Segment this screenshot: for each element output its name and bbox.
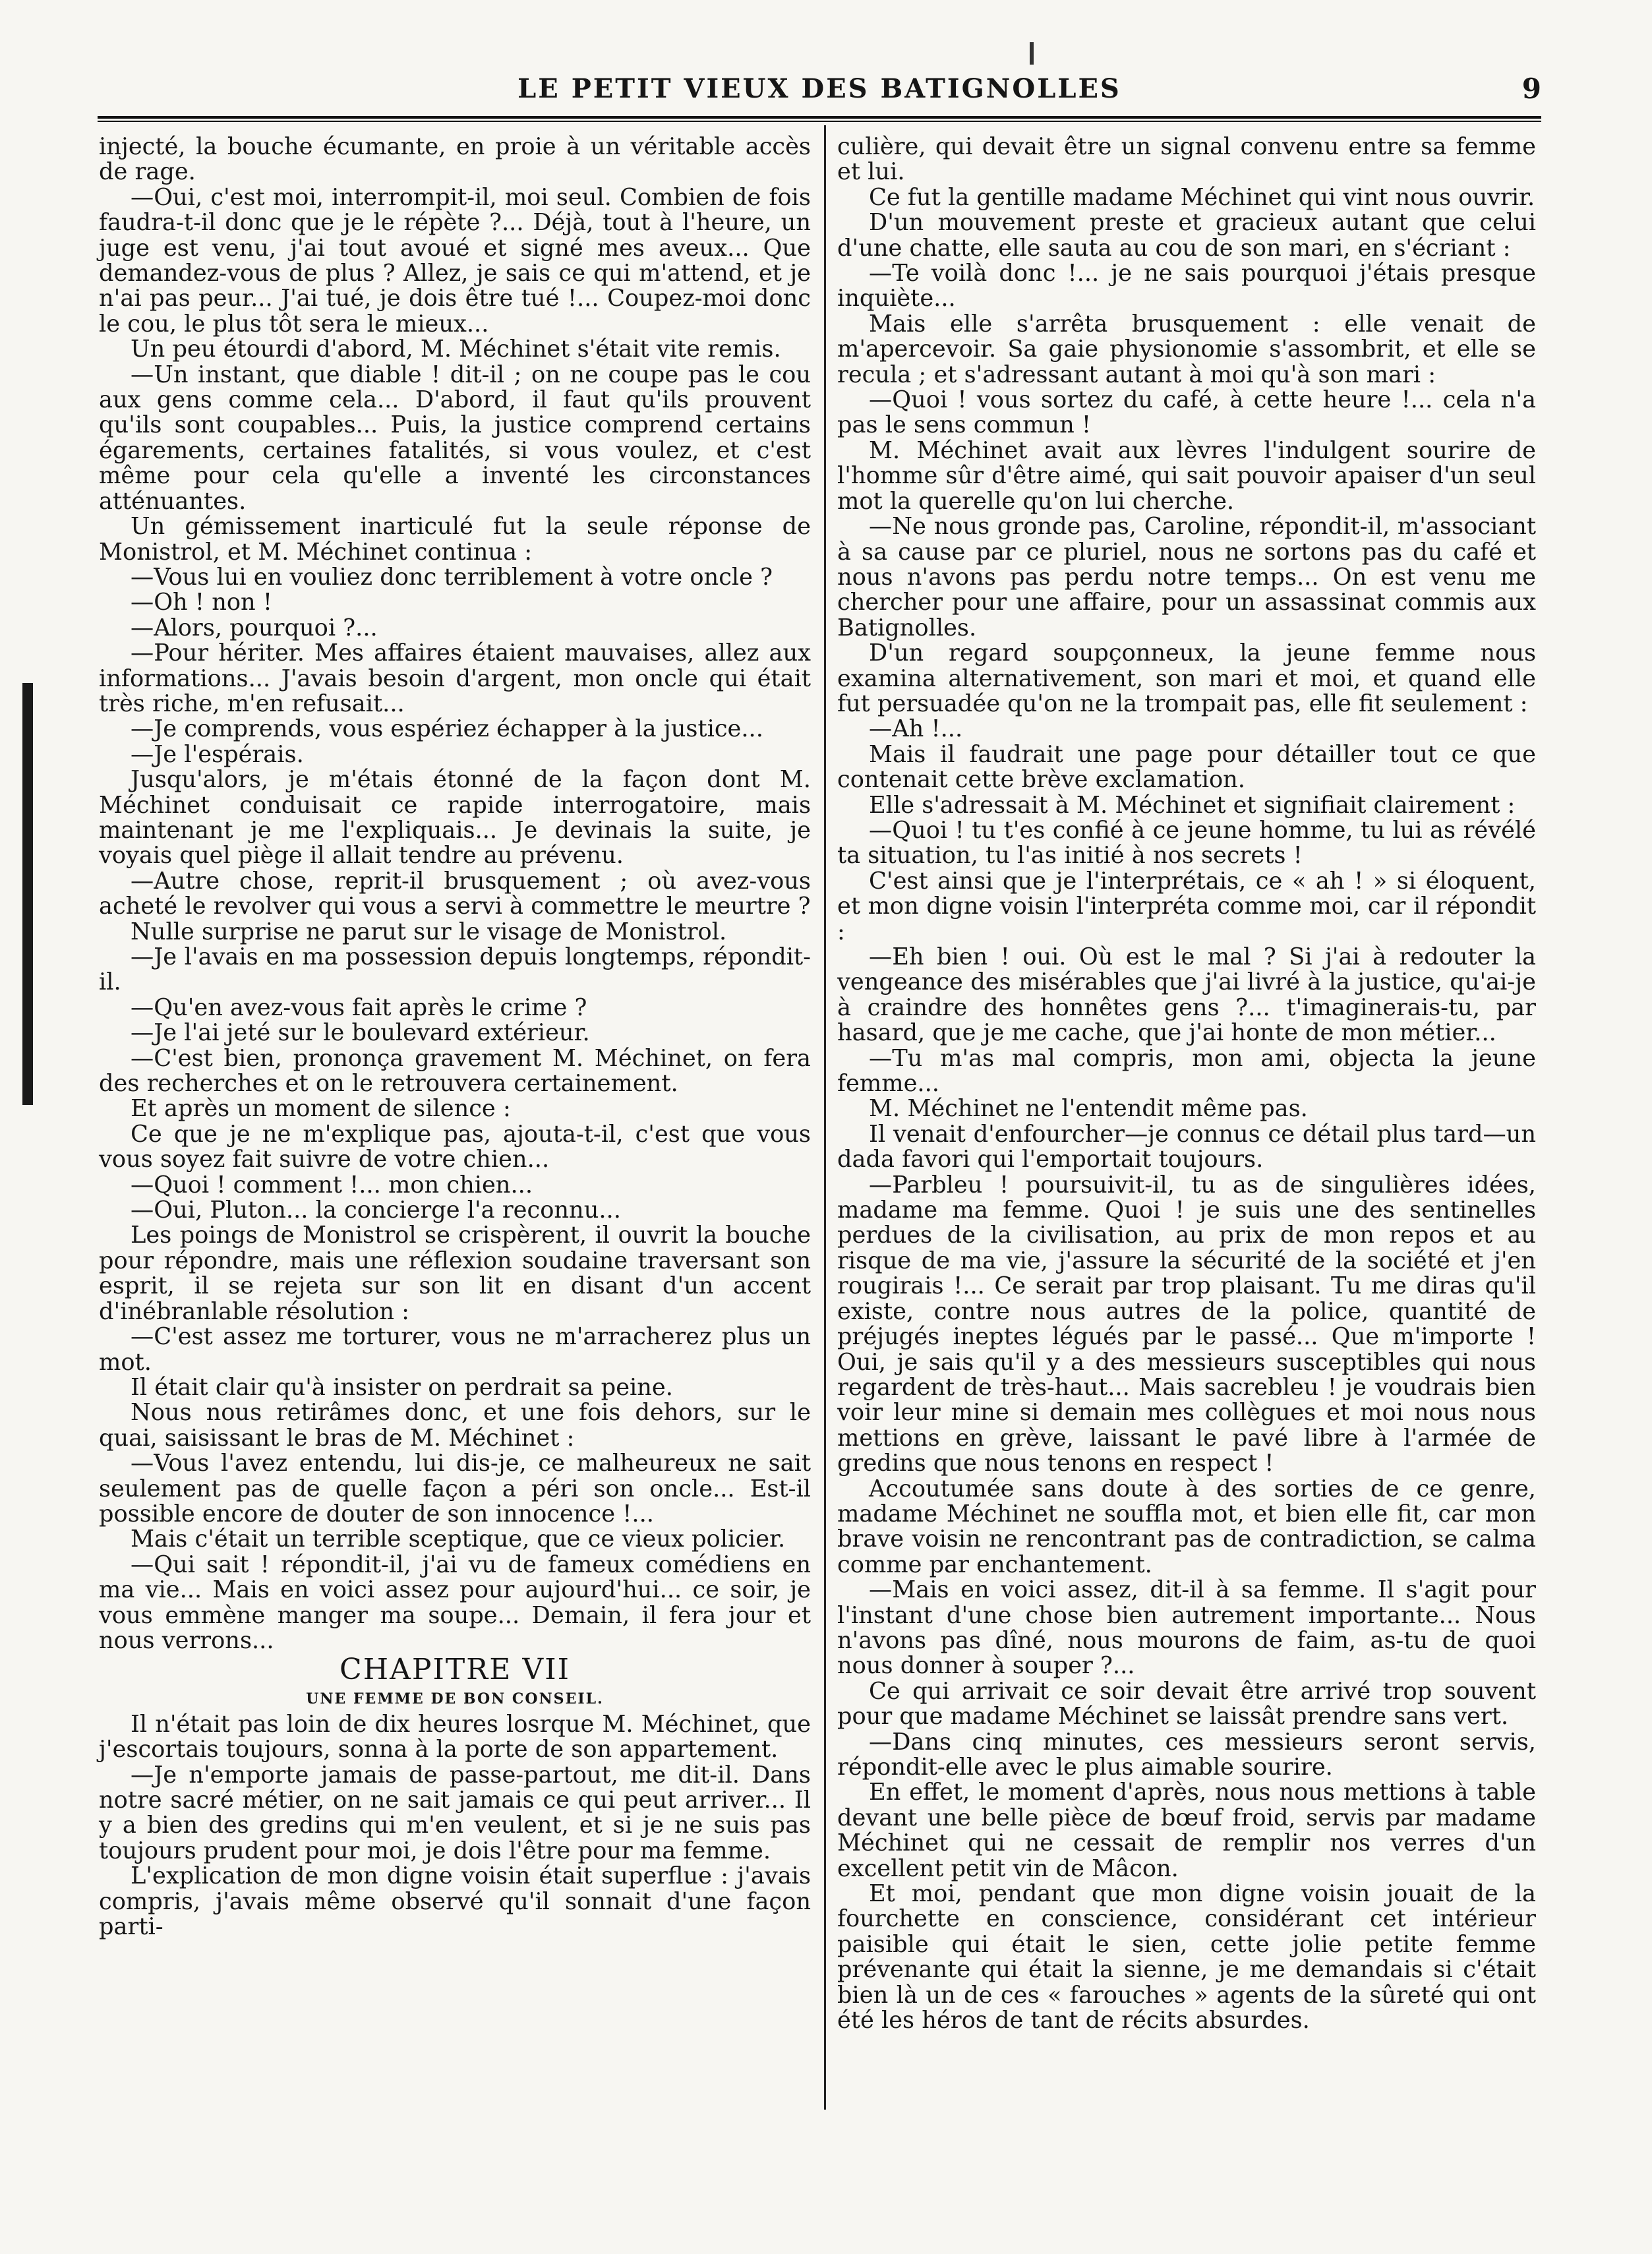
paragraph: Un gémissement inarticulé fut la seule réponse de Monistrol, et M. Méchinet continua : [99,513,811,566]
paragraph: D'un mouvement preste et gracieux autant que celui d'une chatte, elle sauta au cou de son mari, en s'écriant : [837,209,1536,262]
paragraph: —Un instant, que diable ! dit-il ; on ne coupe pas le cou aux gens comme cela... D'abord, il faut qu'ils prouvent qu'ils sont coupables... Puis, la justice comprend certains égarements, certaines fatalités, si vous voulez, et c'est même pour cela qu'elle a inventé les circonstances atténuantes. [99,361,811,515]
paragraph: —C'est assez me torturer, vous ne m'arracherez plus un mot. [99,1323,811,1376]
right-column [837,134,1536,2033]
paragraph: —Qu'en avez-vous fait après le crime ? [131,994,587,1021]
paragraph: —Je n'emporte jamais de passe-partout, me dit-il. Dans notre sacré métier, on ne sait jamais ce qui peut arriver... Il y a bien des gredins qui m'en veulent, et si je ne suis pas toujours prudent pour moi, je dois l'être pour ma femme. [99,1761,811,1864]
paragraph: —Qui sait ! répondit-il, j'ai vu de fameux comédiens en ma vie... Mais en voici assez pour aujourd'hui... ce soir, je vous emmène manger ma soupe... Demain, il fera jour et nous verrons... [99,1551,811,1654]
right-column-text [837,134,1536,2033]
paragraph: M. Méchinet avait aux lèvres l'indulgent sourire de l'homme sûr d'être aimé, qui sait pouvoir apaiser d'un seul mot la querelle qu'on lui cherche. [837,436,1536,515]
column-rule [824,125,826,2110]
paragraph: Nous nous retirâmes donc, et une fois dehors, sur le quai, saisissant le bras de M. Méchinet : [99,1399,811,1452]
paragraph: culière, qui devait être un signal convenu entre sa femme et lui. [837,133,1536,186]
left-column-text-after-chapter [99,1712,811,1940]
paragraph: —Dans cinq minutes, ces messieurs seront servis, répondit-elle avec le plus aimable sourire. [837,1728,1536,1781]
paragraph: Et après un moment de silence : [131,1095,511,1123]
paragraph: —Pour hériter. Mes affaires étaient mauvaises, allez aux informations... J'avais besoin d'argent, mon oncle qui était très riche, m'en refusait... [99,639,811,717]
paragraph: injecté, la bouche écumante, en proie à un véritable accès de rage. [99,133,811,186]
paragraph: —Quoi ! vous sortez du café, à cette heure !... cela n'a pas le sens commun ! [837,386,1536,439]
paragraph: —Je l'espérais. [131,740,304,768]
paragraph: Il était clair qu'à insister on perdrait sa peine. [131,1373,673,1401]
paragraph: Ce qui arrivait ce soir devait être arrivé trop souvent pour que madame Méchinet se laissât prendre sans vert. [837,1677,1536,1731]
paragraph: Nulle surprise ne parut sur le visage de Monistrol. [131,918,727,945]
paragraph: —Quoi ! tu t'es confié à ce jeune homme, tu lui as révélé ta situation, tu l'as initié à nos secrets ! [837,816,1536,870]
paragraph: Elle s'adressait à M. Méchinet et signifiait clairement : [869,791,1516,819]
chapter-subtitle: UNE FEMME DE BON CONSEIL. [306,1690,604,1708]
paragraph: —Eh bien ! oui. Où est le mal ? Si j'ai à redouter la vengeance des misérables que j'ai livré à la justice, qu'ai-je à craindre des honnêtes gens ?... t'imaginerais-tu, par hasard, que je me cache, que j'ai honte de mon métier... [837,943,1536,1047]
paragraph: —Te voilà donc !... je ne sais pourquoi j'étais presque inquiète... [837,260,1536,312]
scan-mark [1030,42,1034,65]
left-column-text-before-chapter [99,134,811,1653]
paragraph: —Tu m'as mal compris, mon ami, objecta la jeune femme... [837,1044,1536,1098]
paragraph: —Oh ! non ! [131,589,273,616]
paragraph: Accoutumée sans doute à des sorties de ce genre, madame Méchinet ne souffla mot, et bien elle fit, car mon brave voisin ne rencontrant pas de contradiction, se calma comme par enchantement. [837,1475,1536,1578]
header-title: LE PETIT VIEUX DES BATIGNOLLES [517,73,1121,104]
paragraph: D'un regard soupçonneux, la jeune femme nous examina alternativement, son mari et moi, et quand elle fut persuadée qu'on ne la trompait pas, elle fit seulement : [837,639,1536,717]
paragraph: —Alors, pourquoi ?... [131,614,378,641]
paragraph: —Oui, c'est moi, interrompit-il, moi seul. Combien de fois faudra-t-il donc que je le répète ?... Déjà, tout à l'heure, un juge est venu, j'ai tout avoué et signé mes aveux... Que demandez-vous de plus ? Allez, je sais ce qui m'attend, et je n'ai pas peur... J'ai tué, je dois être tué !... Coupez-moi donc le cou, le plus tôt sera le mieux... [99,183,811,338]
paragraph: —Ah !... [869,715,963,743]
paragraph: —Oui, Pluton... la concierge l'a reconnu... [131,1197,621,1224]
paragraph: M. Méchinet ne l'entendit même pas. [869,1095,1308,1123]
chapter-title: CHAPITRE VII [339,1653,570,1687]
paragraph: Jusqu'alors, je m'étais étonné de la façon dont M. Méchinet conduisait ce rapide interrogatoire, mais maintenant je me l'expliquais... Je devinais la suite, je voyais quel piège il allait tendre au prévenu. [99,766,811,870]
paragraph: —Quoi ! comment !... mon chien... [131,1171,533,1199]
paragraph: —Je l'ai jeté sur le boulevard extérieur. [131,1019,590,1047]
header-rule-thin [98,121,1541,122]
paragraph: —Ne nous gronde pas, Caroline, répondit-il, m'associant à sa cause par ce pluriel, nous ne sortons pas du café et nous n'avons pas perdu notre temps... On est venu me chercher pour une affaire, pour un assassinat commis aux Batignolles. [837,513,1536,641]
paragraph: —Vous lui en vouliez donc terriblement à votre oncle ? [131,563,773,591]
running-header [98,73,1541,111]
paragraph: C'est ainsi que je l'interprétais, ce « ah ! » si éloquent, et mon digne voisin l'interpréta comme moi, car il répondit : [837,867,1536,945]
paragraph: —Vous l'avez entendu, lui dis-je, ce malheureux ne sait seulement pas de quelle façon a péri son oncle... Est-il possible encore de douter de son innocence !... [99,1450,811,1527]
paragraph: Mais il faudrait une page pour détailler tout ce que contenait cette brève exclamation. [837,740,1536,794]
left-column [99,134,811,1940]
paragraph: —Parbleu ! poursuivit-il, tu as de singulières idées, madame ma femme. Quoi ! je suis une des sentinelles perdues de la civilisation, au prix de mon repos et au risque de ma vie, j'assure la sécurité de la société et j'en rougirais !... Ce serait par trop plaisant. Tu me diras qu'il existe, contre nous autres de la police, quantité de préjugés ineptes légués par le passé... Que m'importe ! Oui, je sais qu'il y a des messieurs susceptibles qui nous regardent de très-haut... Mais sacrebleu ! je voudrais bien voir leur mine si demain mes collègues et moi nous nous mettions en grève, laissant le pavé libre à l'armée de gredins que nous tenons en respect ! [837,1171,1536,1477]
paragraph: —Je l'avais en ma possession depuis longtemps, répondit-il. [99,943,811,996]
paragraph: —Autre chose, reprit-il brusquement ; où avez-vous acheté le revolver qui vous a servi à commettre le meurtre ? [99,867,811,920]
paragraph: —Je comprends, vous espériez échapper à la justice... [131,715,763,743]
paragraph: Il venait d'enfourcher—je connus ce détail plus tard—un dada favori qui l'emportait toujours. [837,1120,1536,1173]
paragraph: En effet, le moment d'après, nous nous mettions à table devant une belle pièce de bœuf froid, servis par madame Méchinet qui ne cessait de remplir nos verres d'un excellent petit vin de Mâcon. [837,1779,1536,1882]
paragraph: —C'est bien, prononça gravement M. Méchinet, on fera des recherches et on le retrouvera certainement. [99,1044,811,1098]
paragraph: Ce que je ne m'explique pas, ajouta-t-il, c'est que vous vous soyez fait suivre de votre chien... [99,1120,811,1173]
header-rule [98,116,1541,119]
paragraph: Mais elle s'arrêta brusquement : elle venait de m'apercevoir. Sa gaie physionomie s'assombrit, et elle se recula ; et s'adressant autant à moi qu'à son mari : [837,310,1536,388]
paragraph: Ce fut la gentille madame Méchinet qui vint nous ouvrir. [869,183,1535,211]
paragraph: Il n'était pas loin de dix heures losrque M. Méchinet, que j'escortais toujours, sonna à la porte de son appartement. [99,1710,811,1764]
paragraph: Mais c'était un terrible sceptique, que ce vieux policier. [131,1526,786,1553]
page-number: 9 [1521,73,1541,105]
paragraph: L'explication de mon digne voisin était superflue : j'avais compris, j'avais même observé qu'il sonnait d'une façon parti- [99,1862,811,1941]
paragraph: Un peu étourdi d'abord, M. Méchinet s'était vite remis. [131,336,781,363]
paragraph: Les poings de Monistrol se crispèrent, il ouvrit la bouche pour répondre, mais une réflexion soudaine traversant son esprit, il se rejeta sur son lit en disant d'un accent d'inébranlable résolution : [99,1222,811,1325]
paragraph: —Mais en voici assez, dit-il à sa femme. Il s'agit pour l'instant d'une chose bien autrement importante... Nous n'avons pas dîné, nous mourons de faim, as-tu de quoi nous donner à souper ?... [837,1576,1536,1680]
paragraph: Et moi, pendant que mon digne voisin jouait de la fourchette en conscience, considérant cet intérieur paisible qui était le sien, cette jolie petite femme prévenante qui était la sienne, je me demandais si c'était bien là un de ces « farouches » agents de la sûreté qui ont été les héros de tant de récits absurdes. [837,1880,1536,2034]
margin-scan-bar [22,683,33,1105]
